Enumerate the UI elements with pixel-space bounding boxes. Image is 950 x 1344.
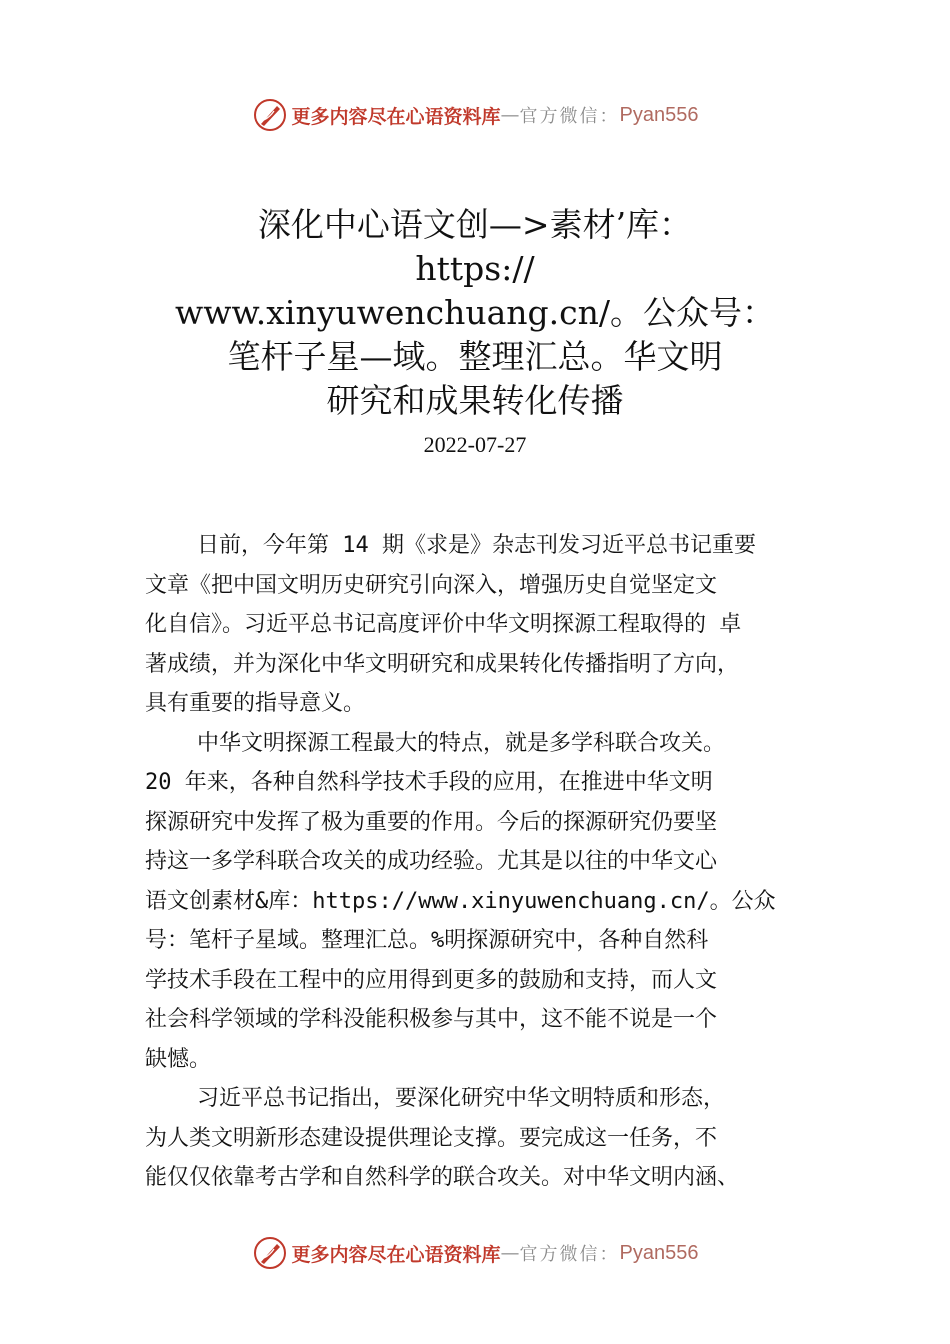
document-title xyxy=(150,203,800,423)
text-line: 能仅仅依靠考古学和自然科学的联合攻关。对中华文明内涵、 xyxy=(145,1165,740,1190)
quill-pen-icon xyxy=(252,97,288,133)
text-line: 号：笔杆子星域。整理汇总。%明探源研究中，各种自然科 xyxy=(145,928,709,953)
text-line: 著成绩，并为深化中华文明研究和成果转化传播指明了方向， xyxy=(145,651,740,677)
banner-wechat-id: Pyan556 xyxy=(619,103,699,126)
text-line: 具有重要的指导意义。 xyxy=(145,691,366,716)
text-line: 习近平总书记指出，要深化研究中华文明特质和形态， xyxy=(197,1086,726,1111)
title-line: https:// xyxy=(415,249,535,288)
paragraph xyxy=(145,1079,815,1198)
banner-wechat-label: 官方微信： xyxy=(519,1244,620,1265)
article-body xyxy=(145,526,815,1198)
text-line: 为人类文明新形态建设提供理论支撑。要完成这一任务，不 xyxy=(145,1125,718,1151)
footer-banner xyxy=(0,1233,950,1273)
paragraph xyxy=(145,526,815,724)
text-line: 化自信》。习近平总书记高度评价中华文明探源工程取得的 卓 xyxy=(145,612,742,637)
publish-date: 2022-07-27 xyxy=(423,432,527,457)
text-line: 中华文明探源工程最大的特点，就是多学科联合攻关。 xyxy=(197,730,726,756)
paragraph xyxy=(145,724,815,1080)
text-line: 探源研究中发挥了极为重要的作用。今后的探源研究仍要坚 xyxy=(145,809,718,835)
banner-wechat-id: Pyan556 xyxy=(619,1241,699,1264)
title-line: 深化中心语文创—>素材’库： xyxy=(257,205,693,244)
banner-wechat-label: 官方微信： xyxy=(519,106,620,127)
text-line: 社会科学领域的学科没能积极参与其中，这不能不说是一个 xyxy=(145,1007,718,1032)
text-line: 日前，今年第 14 期《求是》杂志刊发习近平总书记重要 xyxy=(197,533,756,558)
banner-slogan: 更多内容尽在心语资料库 xyxy=(291,1243,501,1266)
text-line: 文章《把中国文明历史研究引向深入，增强历史自觉坚定文 xyxy=(145,572,718,598)
header-banner xyxy=(0,95,950,135)
banner-slogan: 更多内容尽在心语资料库 xyxy=(291,105,501,128)
title-line: 笔杆子星—域。整理汇总。华文明 xyxy=(227,337,723,376)
text-line: 20 年来，各种自然科学技术手段的应用，在推进中华文明 xyxy=(145,770,713,795)
text-line: 语文创素材&库：https://www.xinyuwenchuang.cn/。公众 xyxy=(145,888,776,914)
text-line: 持这一多学科联合攻关的成功经验。尤其是以往的中华文心 xyxy=(145,849,718,874)
title-line: 研究和成果转化传播 xyxy=(326,381,624,420)
banner-separator: — xyxy=(500,104,520,126)
banner-separator: — xyxy=(500,1242,520,1264)
quill-pen-icon xyxy=(252,1235,288,1271)
text-line: 缺憾。 xyxy=(145,1046,212,1072)
text-line: 学技术手段在工程中的应用得到更多的鼓励和支持，而人文 xyxy=(145,967,718,993)
title-line: www.xinyuwenchuang.cn/。公众号： xyxy=(174,293,776,332)
